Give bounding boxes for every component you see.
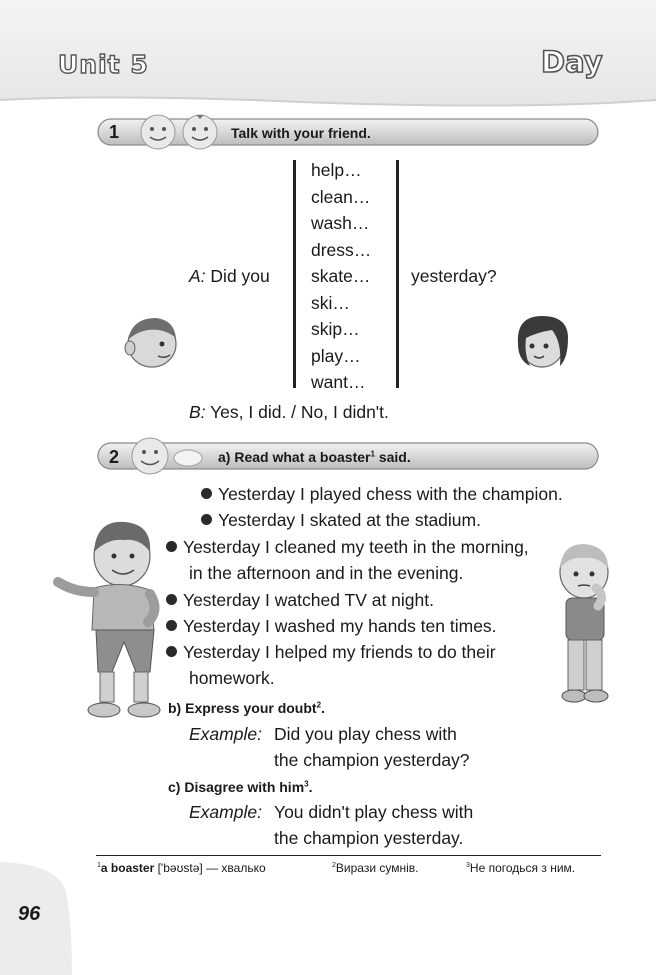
verb-item: play… [311, 345, 361, 366]
statement-item [166, 613, 497, 640]
speaker-a-label: A: [189, 266, 206, 286]
task2-c-example-line1: You didn't play chess with [274, 802, 474, 822]
footnote-2 [332, 861, 418, 875]
bullet-icon [166, 620, 177, 631]
statement-item [166, 639, 496, 666]
verb-item: want… [311, 372, 366, 392]
footnote-3 [466, 861, 575, 875]
task2-a-text: a) Read what a boaster [218, 449, 371, 465]
statement-text: Yesterday I cleaned my teeth in the morning, [183, 537, 529, 557]
statement-text: Yesterday I watched TV at night. [183, 590, 434, 610]
verb-item: help… [311, 160, 362, 180]
statement-continuation: homework. [189, 668, 275, 688]
verb-list [311, 157, 371, 396]
task2-b-heading [168, 700, 325, 716]
bullet-icon [201, 488, 212, 499]
footnote-2-text: Вирази сумнів. [335, 861, 419, 875]
speaker-b-label: B: [189, 402, 206, 422]
verb-item: dress… [311, 239, 372, 260]
task2-a-suffix: said. [374, 449, 411, 465]
statement-text: Yesterday I helped my friends to do their [183, 642, 496, 662]
task2-b-example-line1: Did you play chess with [274, 724, 457, 744]
footnote-ref-1: 1 [370, 449, 375, 459]
bullet-icon [166, 594, 177, 605]
speaker-a-text: Did you [210, 266, 270, 286]
statement-continuation: in the afternoon and in the evening. [189, 563, 464, 583]
day-title: Day [541, 45, 603, 79]
verb-divider-right [396, 160, 399, 388]
girl-head-illustration [512, 308, 574, 372]
statement-text: Yesterday I washed my hands ten times. [183, 616, 497, 636]
task2-b-suffix: . [321, 700, 325, 716]
statement-text: Yesterday I skated at the stadium. [218, 510, 481, 530]
page-number: 96 [18, 903, 41, 925]
footnote-1 [97, 861, 266, 875]
statement-item [166, 587, 434, 614]
speaker-b-text: Yes, I did. / No, I didn't. [210, 402, 389, 422]
task1-number: 1 [109, 122, 120, 142]
task2-c-heading [168, 779, 313, 795]
verb-item: wash… [311, 213, 370, 233]
footnote-1-term: a boaster [100, 861, 155, 875]
task2-c-example-line2: the champion yesterday. [274, 828, 464, 848]
boy-head-illustration [118, 310, 184, 372]
statement-item [166, 534, 529, 561]
task2-b-example-line2: the champion yesterday? [274, 750, 470, 770]
footnote-3-text: Не погодься з ним. [469, 861, 576, 875]
statement-text: Yesterday I played chess with the champion. [218, 484, 563, 504]
statement-item [201, 507, 481, 534]
verb-item: skip… [311, 319, 360, 339]
boaster-boy-illustration [44, 512, 164, 722]
bullet-icon [166, 541, 177, 552]
task2-number: 2 [109, 447, 120, 467]
footnote-ref-2: 2 [316, 700, 322, 710]
task2-c-text: c) Disagree with him [168, 779, 305, 795]
task2-b-text: b) Express your doubt [168, 700, 317, 716]
bullet-icon [166, 646, 177, 657]
task2-c-example-label: Example: [189, 802, 262, 822]
verb-item: skate… [311, 266, 371, 286]
footnote-rule [96, 855, 601, 856]
verb-item: ski… [311, 292, 350, 313]
footnote-3-num: 3 [466, 862, 470, 869]
task2-b-example-label: Example: [189, 724, 262, 744]
task1-instruction: Talk with your friend. [231, 125, 371, 141]
statement-item [201, 481, 563, 508]
time-word: yesterday? [411, 266, 497, 286]
verb-item: clean… [311, 186, 371, 207]
bullet-icon [201, 514, 212, 525]
verb-divider-left [293, 160, 296, 388]
footnote-1-text: ['bəʊstə] — хвалько [154, 861, 266, 875]
footnote-1-num: 1 [97, 862, 101, 869]
task2-c-suffix: . [308, 779, 313, 795]
doubting-boy-illustration [548, 536, 620, 706]
task2-a-heading [218, 449, 411, 465]
footnote-2-num: 2 [332, 862, 336, 869]
speaker-a-line [189, 263, 270, 290]
speaker-b-line [189, 399, 389, 426]
unit-title: Unit 5 [58, 50, 149, 79]
footnote-ref-3: 3 [304, 779, 309, 789]
